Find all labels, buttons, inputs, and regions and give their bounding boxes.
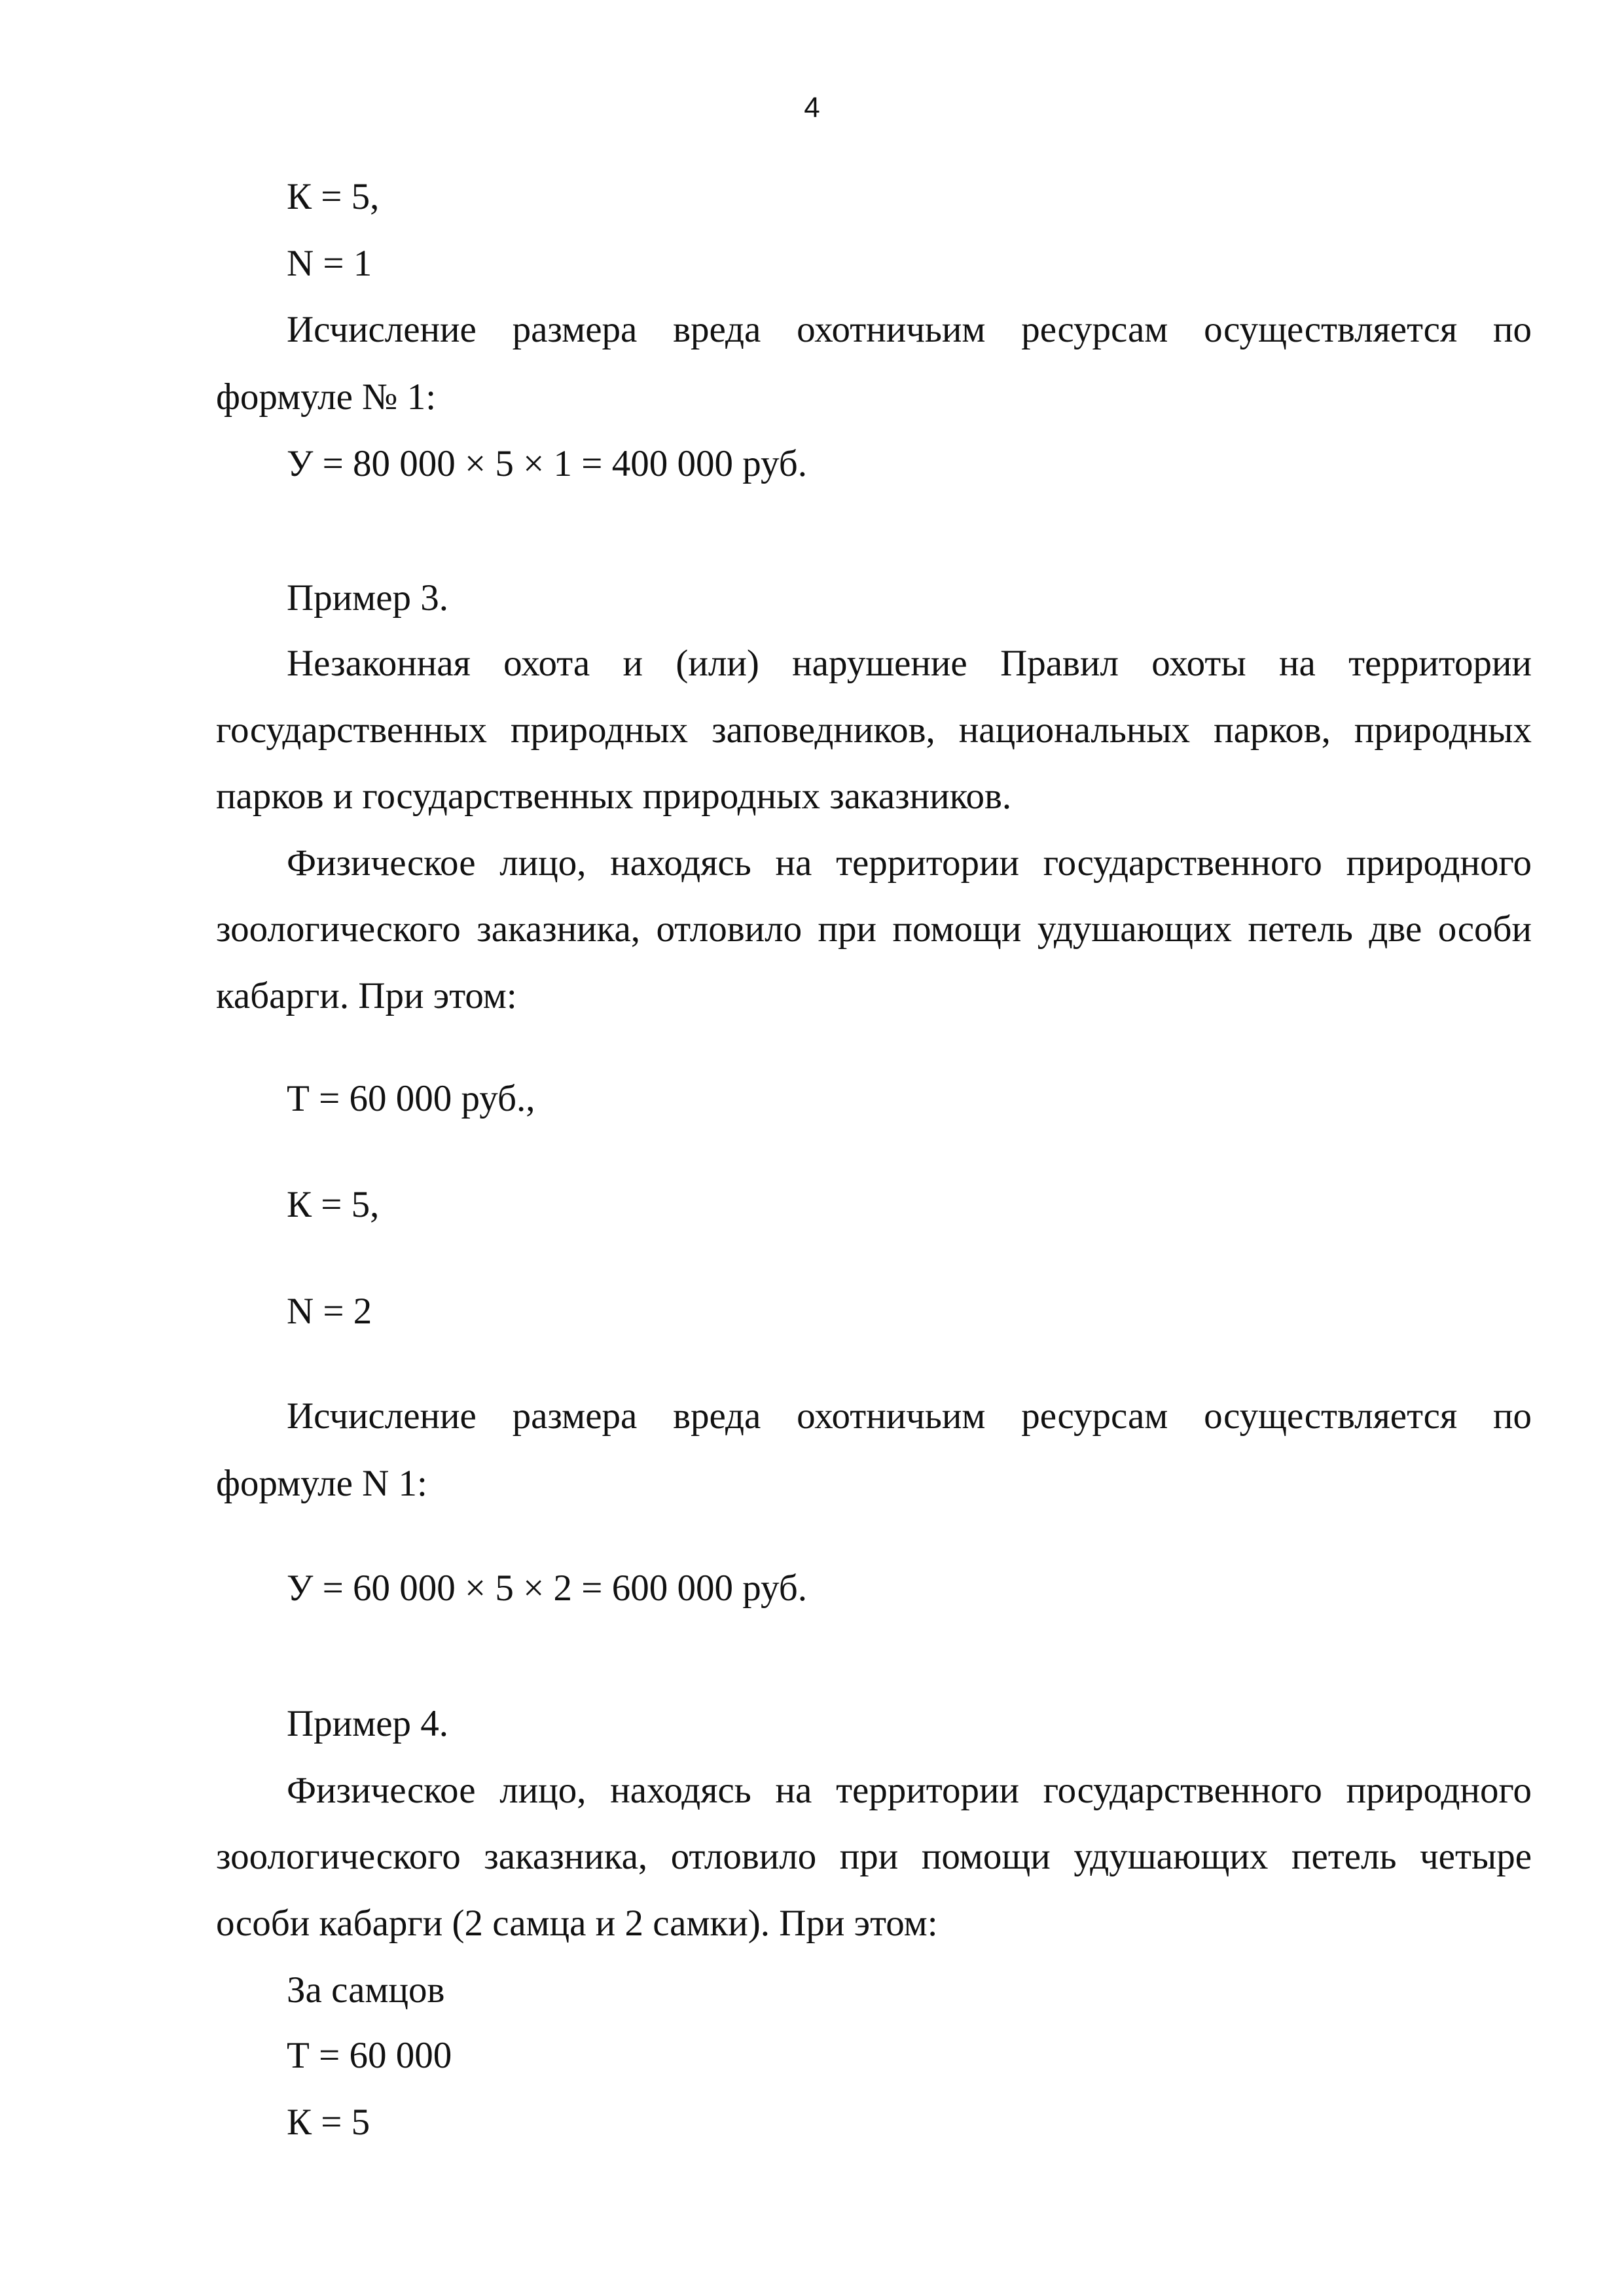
coefficient-k-line: К = 5, bbox=[287, 1184, 380, 1225]
coefficient-n-line: N = 2 bbox=[287, 1291, 372, 1332]
paragraph-line: зоологического заказника, отловило при помощи удушающих петель две особи bbox=[216, 908, 1532, 950]
coefficient-t-line: Т = 60 000 bbox=[287, 2035, 452, 2076]
paragraph-line: Физическое лицо, находясь на территории государственного природного bbox=[287, 842, 1532, 884]
example-heading: Пример 4. bbox=[287, 1703, 449, 1744]
page-number: 4 bbox=[804, 92, 820, 124]
coefficient-k-line: К = 5, bbox=[287, 176, 380, 217]
subheading-line: За самцов bbox=[287, 1969, 445, 2011]
paragraph-line: зоологического заказника, отловило при помощи удушающих петель четыре bbox=[216, 1836, 1532, 1877]
paragraph-line: парков и государственных природных заказников. bbox=[216, 776, 1012, 817]
coefficient-k-line: К = 5 bbox=[287, 2102, 370, 2143]
formula-result-line: У = 60 000 × 5 × 2 = 600 000 руб. bbox=[287, 1568, 807, 1609]
paragraph-line: Исчисление размера вреда охотничьим ресурсам осуществляется по bbox=[287, 309, 1532, 350]
coefficient-n-line: N = 1 bbox=[287, 243, 372, 284]
paragraph-line: особи кабарги (2 самца и 2 самки). При этом: bbox=[216, 1903, 938, 1944]
paragraph-line: кабарги. При этом: bbox=[216, 975, 517, 1016]
formula-result-line: У = 80 000 × 5 × 1 = 400 000 руб. bbox=[287, 443, 807, 484]
paragraph-line: Физическое лицо, находясь на территории государственного природного bbox=[287, 1770, 1532, 1811]
paragraph-line: Незаконная охота и (или) нарушение Правил охоты на территории bbox=[287, 643, 1532, 684]
coefficient-t-line: Т = 60 000 руб., bbox=[287, 1078, 535, 1119]
example-heading: Пример 3. bbox=[287, 577, 449, 619]
paragraph-line: формуле № 1: bbox=[216, 376, 437, 418]
paragraph-line: формуле N 1: bbox=[216, 1463, 427, 1504]
paragraph-line: государственных природных заповедников, национальных парков, природных bbox=[216, 709, 1532, 751]
paragraph-line: Исчисление размера вреда охотничьим ресурсам осуществляется по bbox=[287, 1395, 1532, 1437]
